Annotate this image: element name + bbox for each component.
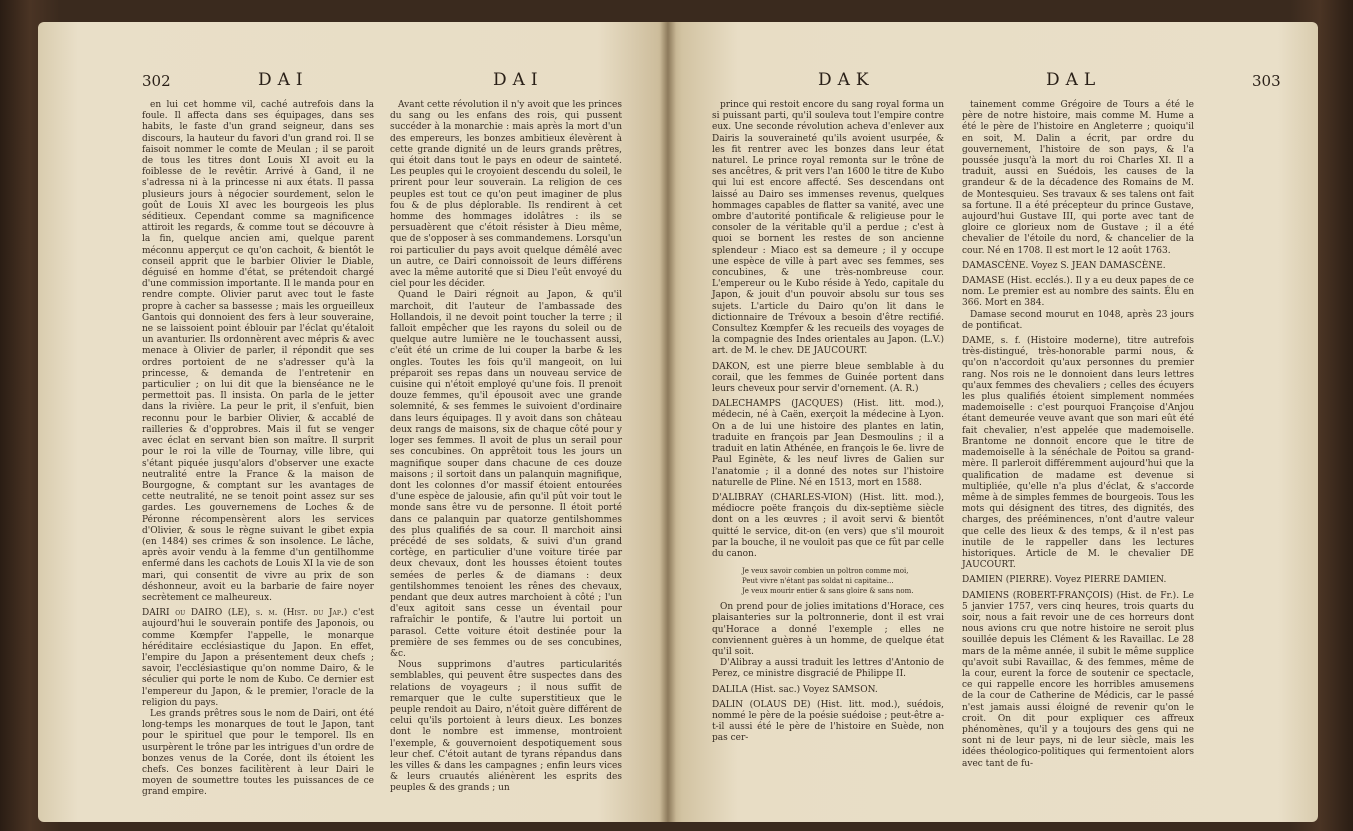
entry-dame: DAME, s. f. (Histoire moderne), titre autrefois très-distingué, très-honorable parmi nous, & qu'on n'accordoit qu'aux personnes du premier rang. Nos rois ne le donnoient dans leurs lettres qu'aux femmes des chevaliers ; celles des écuyers les plus qualifiés étoient simplement nommées mademoiselle : c'est pourquoi Françoise d'Anjou étant demeurée veuve avant que son mari eût été fait chevalier, n'est appelée que mademoiselle. Brantome ne donnoit encore que le titre de mademoiselle à la sénéchale de Poitou sa grand-mère. Il parleroit différemment aujourd'hui que la qualification de madame est devenue si multipliée, qu'elle n'a plus d'éclat, & s'accorde même à de simples femmes de bourgeois. Tous les mots qui désignent des titres, des dignités, des charges, des prééminences, n'ont d'autre valeur que celle des lieux & des temps, & il n'est pas inutile de le rappeller dans les lectures historiques. Article de M. le chevalier DE JAUCOURT. xyxy=(962,336,1194,571)
entry-dalin: DALIN (OLAUS DE) (Hist. litt. mod.), suédois, nommé le père de la poésie suédoise ; peut-être a-t-il aussi été le père de l'histoire en Suède, non pas cer- xyxy=(712,699,944,744)
left-page-column-2 xyxy=(390,100,622,795)
book-gutter xyxy=(660,22,676,822)
left-page-column-1 xyxy=(142,100,374,799)
verse-quote xyxy=(742,566,944,596)
paragraph: Quand le Dairi régnoit au Japon, & qu'il marchoit, dit l'auteur de l'ambassade des Hollandois, il ne devoit point toucher la terre ; il falloit empêcher que les rayons du soleil ou de quelque autre lumière ne le touchassent aussi, c'eût été un crime de lui couper la barbe & les ongles. Toutes les fois qu'il mangeoit, on lui préparoit ses repas dans un nouveau service de cuisine qui n'étoit employé qu'une fois. Il prenoit douze femmes, qu'il épousoit avec une grande solemnité, & ses femmes le suivoient d'ordinaire dans leurs équipages. Il y avoit dans son château deux rangs de maisons, six de chaque côté pour y loger ses femmes. Il avoit de plus un serail pour ses concubines. On apprêtoit tous les jours un magnifique souper dans chacune de ces douze maisons ; il sortoit dans un palanquin magnifique, dont les colonnes d'or massif étoient entourées d'une espèce de jalousie, afin qu'il pût voir tout le monde sans être vu de personne. Il étoit porté dans ce palanquin par quatorze gentilshommes des plus qualifiés de sa cour. Il marchoit ainsi précédé de ses soldats, & suivi d'un grand cortège, en particulier d'une voiture tirée par deux chevaux, dont les housses étoient toutes semées de perles & de diamans : deux gentilshommes tenoient les rênes des chevaux, pendant que deux autres marchoient à côté ; l'un d'eux agitoit sans cesse un éventail pour rafraîchir le pontife, & l'autre lui portoit un parasol. Cette voiture étoit destinée pour la première de ses femmes ou de ses concubines, &c. xyxy=(390,290,622,659)
right-page xyxy=(668,22,1318,822)
entry-damase: DAMASE (Hist. ecclés.). Il y a eu deux papes de ce nom. Le premier est au nombre des saints. Élu en 366. Mort en 384. xyxy=(962,276,1194,309)
page-number-left: 302 xyxy=(142,72,171,90)
paragraph: On prend pour de jolies imitations d'Horace, ces plaisanteries sur la poltronnerie, dont il est vrai qu'Horace a donné l'exemple ; elles ne conviennent guères à un homme, de quelque état qu'il soit. xyxy=(712,602,944,657)
paragraph: tainement comme Grégoire de Tours a été le père de notre histoire, mais comme M. Hume a été le père de l'histoire en Angleterre ; quoiqu'il en soit, M. Dalin a écrit, par ordre du gouvernement, l'histoire de son pays, & l'a poussée jusqu'à la mort du roi Charles XI. Il a traduit, aussi en Suédois, les causes de la grandeur & de la décadence des Romains de M. de Montesquieu. Ses travaux & ses talens ont fait sa fortune. Il a été précepteur du prince Gustave, aujourd'hui Gustave III, qui porte avec tant de gloire ce glorieux nom de Gustave ; il a été chevalier de l'étoile du nord, & chancelier de la cour. Né en 1708. Il est mort le 12 août 1763. xyxy=(962,100,1194,256)
entry-dairi xyxy=(142,608,374,709)
entry-damiens: DAMIENS (ROBERT-FRANÇOIS) (Hist. de Fr.). Le 5 janvier 1757, vers cinq heures, trois quarts du soir, nous a fait revoir une de ces horreurs dont nous avions cru que notre histoire ne seroit plus souillée depuis les Clément & les Ravaillac. Le 28 mars de la même année, il subit le même supplice qu'avoit subi Ravaillac, & des femmes, même de la cour, eurent la force de soutenir ce spectacle, ce qui rappelle encore les horribles amusemens de la cour de Catherine de Médicis, car le passé n'est jamais aussi éloigné de revenir qu'on le croit. On dit pour expliquer ces affreux phénomènes, qu'il y a toujours des gens qui ne sont ni de leur pays, ni de leur siècle, mais les idées théologico-politiques qui fermentoient alors avec tant de fu- xyxy=(962,590,1194,769)
paragraph: Damase second mourut en 1048, après 23 jours de pontificat. xyxy=(962,309,1194,331)
verse-line: Je veux mourir entier & sans gloire & sans nom. xyxy=(742,587,914,596)
entry-damascene: DAMASCÈNE. Voyez S. JEAN DAMASCÈNE. xyxy=(962,260,1166,271)
entry-dalibray: D'ALIBRAY (CHARLES-VION) (Hist. litt. mod.), médiocre poëte françois du dix-septième siècle dont on a les œuvres ; il avoit servi & bientôt quitté le service, dit-on (en vers) que s'il mouroit par la bouche, il ne vouloit pas que ce fût par celle du canon. xyxy=(712,492,944,559)
running-head-right-col1: DAK xyxy=(818,70,875,90)
entry-dakon: DAKON, est une pierre bleue semblable à du corail, que les femmes de Guinée portent dans leurs cheveux pour servir d'ornement. (A. R.) xyxy=(712,361,944,395)
entry-head: DAIRI ou DAIRO (LE), s. m. (Hist. du Jap.) xyxy=(142,608,348,619)
running-head-left-col2: DAI xyxy=(493,70,544,90)
right-page-column-1 xyxy=(712,100,944,745)
paragraph: Les grands prêtres sous le nom de Dairi, ont été long-temps les monarques de tout le Japon, tant pour le spirituel que pour le temporel. Ils en usurpèrent le trône par les intrigues d'un ordre de bonzes venus de la Corée, dont ils étoient les chefs. Ces bonzes facilitèrent à leur Dairi le moyen de soumettre toutes les puissances de ce grand empire. xyxy=(142,708,374,798)
running-head-right-col2: DAL xyxy=(1046,70,1102,90)
paragraph: Nous supprimons d'autres particularités semblables, qui peuvent être suspectes dans des relations de voyageurs ; il nous suffit de remarquer que le culte superstitieux que le peuple rendoit au Dairo, n'étoit guère différent de celui qu'ils portoient à leurs dieux. Les bonzes dont le nombre est immense, montroient l'exemple, & gouvernoient despotiquement sous leur chef. C'étoit autant de tyrans répandus dans les villes & dans les campagnes ; enfin leurs vices & leurs cruautés aliénèrent les esprits des peuples & des grands ; un xyxy=(390,660,622,794)
running-head-left-col1: DAI xyxy=(258,70,309,90)
entry-damien: DAMIEN (PIERRE). Voyez PIERRE DAMIEN. xyxy=(962,575,1167,586)
right-page-column-2 xyxy=(962,100,1194,770)
paragraph: en lui cet homme vil, caché autrefois dans la foule. Il affecta dans ses équipages, dans ses habits, le faste d'un grand seigneur, dans ses discours, la hauteur du favori d'un grand roi. Il se faisoit nommer le comte de Meulan ; il se paroit de tous les titres dont Louis XI avoit eu la foiblesse de le revêtir. Arrivé à Gand, il ne s'adressa ni à la princesse ni aux états. Il passa plusieurs jours à négocier sourdement, selon le goût de Louis XI avec les bourgeois les plus séditieux. Cependant comme sa magnificence attiroit les regards, & comme tout se découvre à la fin, quelque ancien ami, quelque parent méconnu apperçut ce qu'on cachoit, & bientôt le conseil apprit que le barbier Olivier le Diable, déguisé en homme d'état, se prétendoit chargé d'une commission importante. Il le manda pour en rendre compte. Olivier parut avec tout le faste propre à cacher sa bassesse ; mais les orgueilleux Gantois qui donnoient des fers à leur souveraine, ne se laissoient point éblouir par l'éclat qu'étaloit un avanturier. Ils ordonnèrent avec mépris & avec menace à Olivier de parler, il répondit que ses ordres portoient de ne s'adresser qu'à la princesse, & demanda de l'entretenir en particulier ; on lui dit que la bienséance ne le permettoit pas. Il insista. On parla de le jetter dans la rivière. La peur le prit, il s'enfuit, bien reconnu pour le barbier Olivier, & accablé de railleries & d'opprobres. Mais il fut se venger avec éclat en servant bien son maître. Il surprit pour le roi la ville de Tournay, ville libre, qui s'étant piquée jusqu'alors d'observer une exacte neutralité entre la France & la maison de Bourgogne, & comptant sur les avantages de cette neutralité, ne se tenoit point assez sur ses gardes. Les gouvernemens de Loches & de Péronne récompensèrent alors les services d'Olivier, & sous le règne suivant le gibet expia (en 1484) ses crimes & son insolence. Le lâche, après avoir vendu à la femme d'un gentilhomme enfermé dans les cachots de Louis XI la vie de son mari, qui consentit de vivre au prix de son déshonneur, avoit eu la barbarie de faire noyer secrètement ce malheureux. xyxy=(142,100,374,603)
verse-line: Je veux savoir combien un poltron comme moi, xyxy=(742,567,909,576)
paragraph: prince qui restoit encore du sang royal forma un si puissant parti, qu'il souleva tout l'empire contre eux. Une seconde révolution acheva d'enlever aux Dairis la souveraineté qu'ils avoient usurpée, & les fit rentrer avec les bonzes dans leur état naturel. Le prince royal remonta sur le trône de ses ancêtres, & prit vers l'an 1600 le titre de Kubo qui lui est encore affecté. Ses descendans ont laissé au Dairo ses immenses revenus, quelques hommages capables de flatter sa vanité, avec une ombre d'autorité pontificale & religieuse pour le consoler de la véritable qu'il a perdue ; c'est à quoi se bornent les restes de son ancienne splendeur : Miaco est sa demeure ; il y occupe une espèce de ville à part avec ses femmes, ses concubines, & une très-nombreuse cour. L'empereur ou le Kubo réside à Yedo, capitale du Japon, & jouit d'un pouvoir absolu sur tous ses sujets. L'article du Dairo qu'on lit dans le dictionnaire de Trévoux a besoin d'être rectifié. Consultez Kœmpfer & les recueils des voyages de la compagnie des Indes orientales au Japon. (L.V.) art. de M. le chev. DE JAUCOURT. xyxy=(712,100,944,357)
verse-line: Peut vivre n'étant pas soldat ni capitaine... xyxy=(742,577,894,586)
entry-dalechamps: DALECHAMPS (JACQUES) (Hist. litt. mod.), médecin, né à Caën, exerçoit la médecine à Lyon. On a de lui une histoire des plantes en latin, traduite en françois par Jean Desmoulins ; il a traduit en latin Athénée, en françois le 6e. livre de Paul Eginète, & les neuf livres de Galien sur l'anatomie ; il a donné des notes sur l'histoire naturelle de Pline. Né en 1513, mort en 1588. xyxy=(712,399,944,488)
page-number-right: 303 xyxy=(1252,72,1281,90)
paragraph: D'Alibray a aussi traduit les lettres d'Antonio de Perez, ce ministre disgracié de Philippe II. xyxy=(712,658,944,680)
left-page xyxy=(38,22,668,822)
entry-dalila: DALILA (Hist. sac.) Voyez SAMSON. xyxy=(712,684,878,695)
paragraph: Avant cette révolution il n'y avoit que les princes du sang ou les enfans des rois, qui pussent succéder à la monarchie : mais après la mort d'un des empereurs, les bonzes ambitieux élevèrent à cette grande dignité un de leurs grands prêtres, qui étoit dans tout le pays en odeur de sainteté. Les peuples qui le croyoient descendu du soleil, le prirent pour leur souverain. La religion de ces peuples est tout ce qu'on peut imaginer de plus fou & de plus déplorable. Ils rendirent à cet homme des hommages idolâtres : ils se persuadèrent que c'étoit résister à Dieu même, que de s'opposer à ses commandemens. Lorsqu'un roi particulier du pays avoit quelque démêlé avec un autre, ce Dairi connoissoit de leurs différens avec la même autorité que si Dieu l'eût envoyé du ciel pour les décider. xyxy=(390,100,622,290)
entry-text: c'est aujourd'hui le souverain pontife des Japonois, ou comme Kœmpfer l'appelle, le monarque héréditaire ecclésiastique du Japon. En effet, l'empire du Japon a présentement deux chefs ; savoir, l'ecclésiastique qu'on nomme Dairo, & le séculier qui porte le nom de Kubo. Ce dernier est l'empereur du Japon, & le premier, l'oracle de la religion du pays. xyxy=(142,608,374,708)
